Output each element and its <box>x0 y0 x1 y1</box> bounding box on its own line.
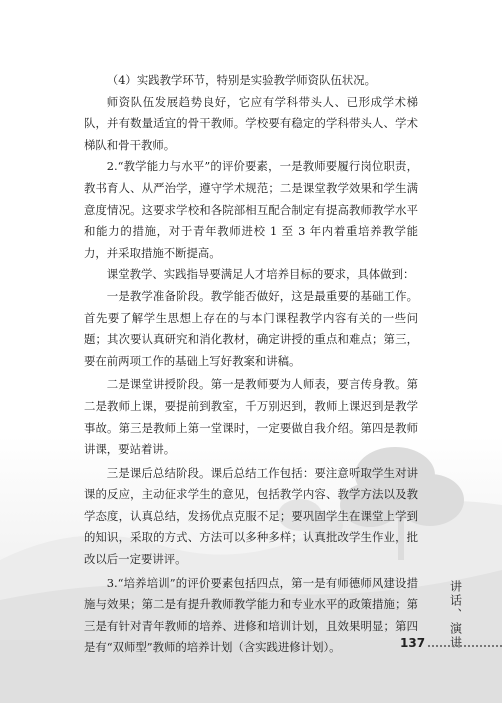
paragraph: 三是课后总结阶段。课后总结工作包括：要注意听取学生对讲课的反应，主动征求学生的意见，包括教学内容、教学方法以及教学态度，认真总结，发扬优点克服不足；要巩固学生在课堂上学到的知识，采取的方式、方法可以多种多样；认真批改学生作业，批改以后一定要讲评。 <box>84 465 418 567</box>
paragraph: 二是课堂讲授阶段。第一是教师要为人师表，要言传身教。第二是教师上课，要提前到教室，千万别迟到，教师上课迟到是教学事故。第三是教师上第一堂课时，一定要做自我介绍。第四是教师讲课，要站着讲。 <box>84 377 418 457</box>
paragraph: 师资队伍发展趋势良好，它应有学科带头人、已形成学术梯队，并有数量适宜的骨干教师。学校要有稳定的学科带头人、学术梯队和骨干教师。 <box>84 94 418 152</box>
page-footer <box>400 634 502 652</box>
body-text <box>84 70 418 659</box>
paragraph: 课堂教学、实践指导要满足人才培养目标的要求，具体做到： <box>106 267 415 282</box>
paragraph: 3.“培养培训”的评价要素包括四点，第一是有师德师风建设措施与效果；第二是有提升教师教学能力和专业水平的政策措施；第三是有针对青年教师的培养、进修和培训计划，且效果明显；第四是有“双师型”教师的培养计划（含实践进修计划）。 <box>84 575 418 655</box>
side-tab-label: 讲话、演讲 <box>448 580 463 650</box>
paragraph: （4）实践教学环节，特别是实验教学师资队伍状况。 <box>106 73 377 87</box>
paragraph: 一是教学准备阶段。教学能否做好，这是最重要的基础工作。首先要了解学生思想上存在的与本门课程教学内容有关的一些问题；其次要认真研究和消化教材，确定讲授的重点和难点；第三，要在前两项工作的基础上写好教案和讲稿。 <box>84 288 418 368</box>
page-number: 137 <box>400 636 426 650</box>
paragraph: 2.“教学能力与水平”的评价要素，一是教师要履行岗位职责，教书育人、从严治学，遵守学术规范；二是课堂教学效果和学生满意度情况。这要求学校和各院部相互配合制定有提高教师教学水平和能力的措施，对于青年教师进校 1 至 3 年内着重培养教学能力，并采取措施不断提高。 <box>84 159 418 260</box>
dotted-leader <box>428 643 502 647</box>
